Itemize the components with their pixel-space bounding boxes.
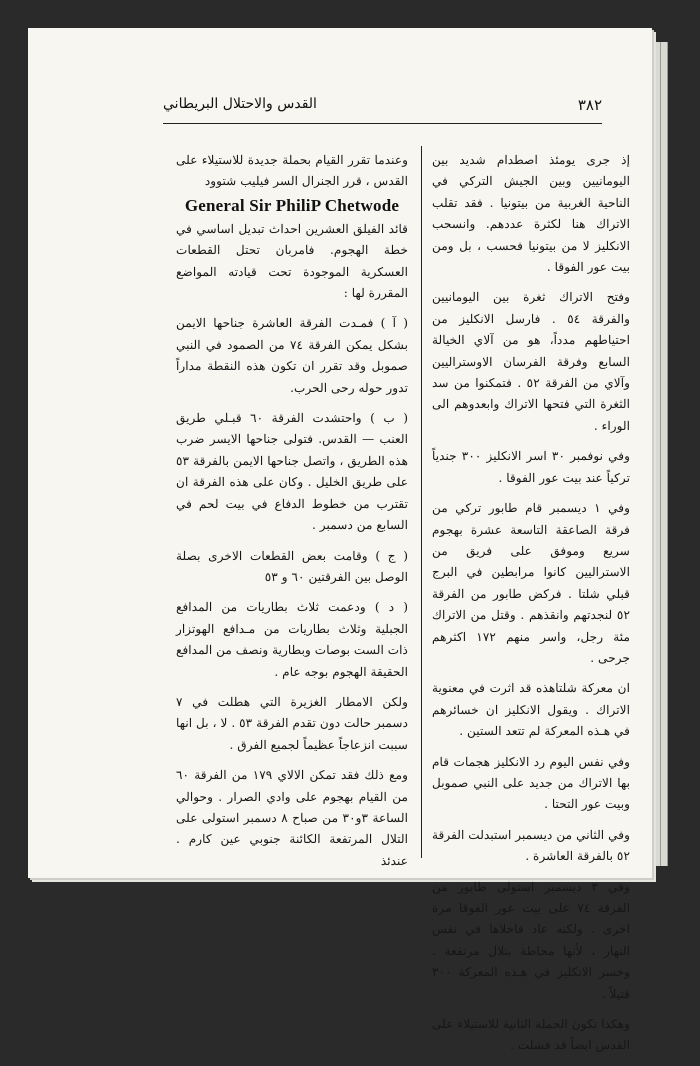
latin-name: General Sir PhiliP Chetwode bbox=[184, 195, 400, 215]
paragraph: ولكن الامطار الغزيرة التي هطلت في ٧ دسمبر حالت دون تقدم الفرقة ٥٣ . لا ، بل انها سببت انزعاجاً عظيماً لجميع الفرق . bbox=[176, 694, 408, 752]
page-edge bbox=[661, 42, 668, 866]
left-column bbox=[176, 150, 408, 881]
page-header bbox=[163, 94, 602, 122]
paragraph: وفي ١ ديسمبر قام طابور تركي من فرقة الصاعقة التاسعة عشرة بهجوم سريع وموفق على فريق من الاستراليين كانوا مرابطين في البرج قبلي شلتا . فركض طابور من الفرقة ٥٢ لنجدتهم وانقذهم . وقتل من الاتراك مئة رجل، واسر منهم ١٧٢ اكثرهم جرحى . bbox=[432, 501, 631, 665]
list-item: ( ج ) وقامت بعض القطعات الاخرى بصلة الوصل بين الفرقتين ٦٠ و ٥٣ bbox=[176, 548, 408, 584]
paragraph: قائد الفيلق العشرين احداث تبديل اساسي في خطة الهجوم. فامربان تحتل القطعات العسكرية الموجودة تحت قيادته المواضع المقررة لها : bbox=[176, 221, 408, 301]
paragraph: وفي نفس اليوم رد الانكليز هجمات قام بها الاتراك من جديد على النبي صموبل وبيت عور التحتا . bbox=[432, 754, 630, 812]
list-item: ( ب ) واحتشدت الفرقة ٦٠ قبـلي طريق العنب — القدس. فتولى جناحها الايسر ضرب هذه الطريق ، واتصل جناحها الايمن بالفرقة ٥٣ على طريق الخليل . وكان على هذه الفرقة ان تقترب من خطوط الدفاع في بيت لحم في السابع من دسمبر . bbox=[176, 411, 408, 533]
paragraph: إذ جرى يومئذ اصطدام شديد بين اليومانيين وبين الجيش التركي في الناحية الغربية من بيتونيا . فقد تقلب الاتراك هنا لكثرة عددهم. وانسحب الانكليز لا من بيتونيا فحسب ، بل ومن بيت عور الفوقا . bbox=[432, 153, 630, 275]
paragraph: ان معركة شلتاهذه قد اثرت في معنوية الاتراك . ويقول الانكليز ان خسائرهم في هـذه المعركة لم تتعد الستين . bbox=[432, 681, 630, 739]
list-item: ( د ) ودعمت ثلاث بطاريات من المدافع الجبلية وثلاث بطاريات من مـدافع الهوتزار ذات الست بوصات وبطارية ونصف من المدافع الحقيقة الهجوم بوجه عام . bbox=[175, 600, 408, 679]
paragraph: وفتح الاتراك ثغرة بين اليومانيين والفرقة ٥٤ . فارسل الانكليز من احتياطهم مدداً، هو من آلاي الخيالة السابع وفرقة الفرسان الاوستراليين وآلاي من الفرقة ٥٢ . فتمكنوا من سد الثغرة التي فتحها الاتراك وابعدوهم الى الوراء . bbox=[432, 290, 630, 433]
page-number: ٣٨٢ bbox=[577, 96, 602, 114]
page-edge bbox=[654, 42, 661, 866]
column-divider bbox=[421, 146, 422, 858]
right-column bbox=[432, 150, 630, 1066]
paragraph: وفي نوفمبر ٣٠ اسر الانكليز ٣٠٠ جندياً تركياً عند بيت عور الفوقا . bbox=[432, 449, 630, 485]
paragraph: ومع ذلك فقد تمكن الالاي ١٧٩ من الفرقة ٦٠ من القيام بهجوم على وادي الصرار . وحوالي الساعة ٣و٣٠ من صباح ٨ دسمبر استولى على التلال المرتفعة الكائنة جنوبي عين كارم . عندئذ bbox=[176, 768, 409, 868]
running-title: القدس والاحتلال البريطاني bbox=[163, 96, 317, 112]
book bbox=[28, 28, 668, 1053]
paragraph: وهكذا تكون الحملة الثانية للاستيلاء على القدس ايضاً قد فشلت . bbox=[432, 1017, 630, 1053]
paragraph: وعندما تقرر القيام بحملة جديدة للاستيلاء على القدس ، قرر الجنرال السر فيليب شتوود bbox=[176, 153, 408, 189]
header-rule bbox=[163, 123, 602, 124]
paragraph: وفي الثاني من ديسمبر استبدلت الفرقة ٥٢ بالفرقة العاشرة . bbox=[432, 827, 630, 864]
paragraph: وفي ٣ ديسمبر استولى طابور من الفرقة ٧٤ على بيت عور الفوقا مرة اخرى . ولكنه عاد فاخلاها في نفس النهار ، لأنها محاطة بتلال مرتفعة . وخسر الانكليز في هـذه المعركة ٣٠٠ قتيلاً . bbox=[432, 879, 631, 1001]
page bbox=[28, 28, 652, 1053]
list-item: ( آ ) فمـدت الفرقة العاشرة جناحها الايمن بشكل يمكن الفرقة ٧٤ من الصمود في النبي صموبل وقد تقرر ان تكون هذه النقطة مداراً تدور حوله رحى الحرب. bbox=[176, 316, 408, 395]
